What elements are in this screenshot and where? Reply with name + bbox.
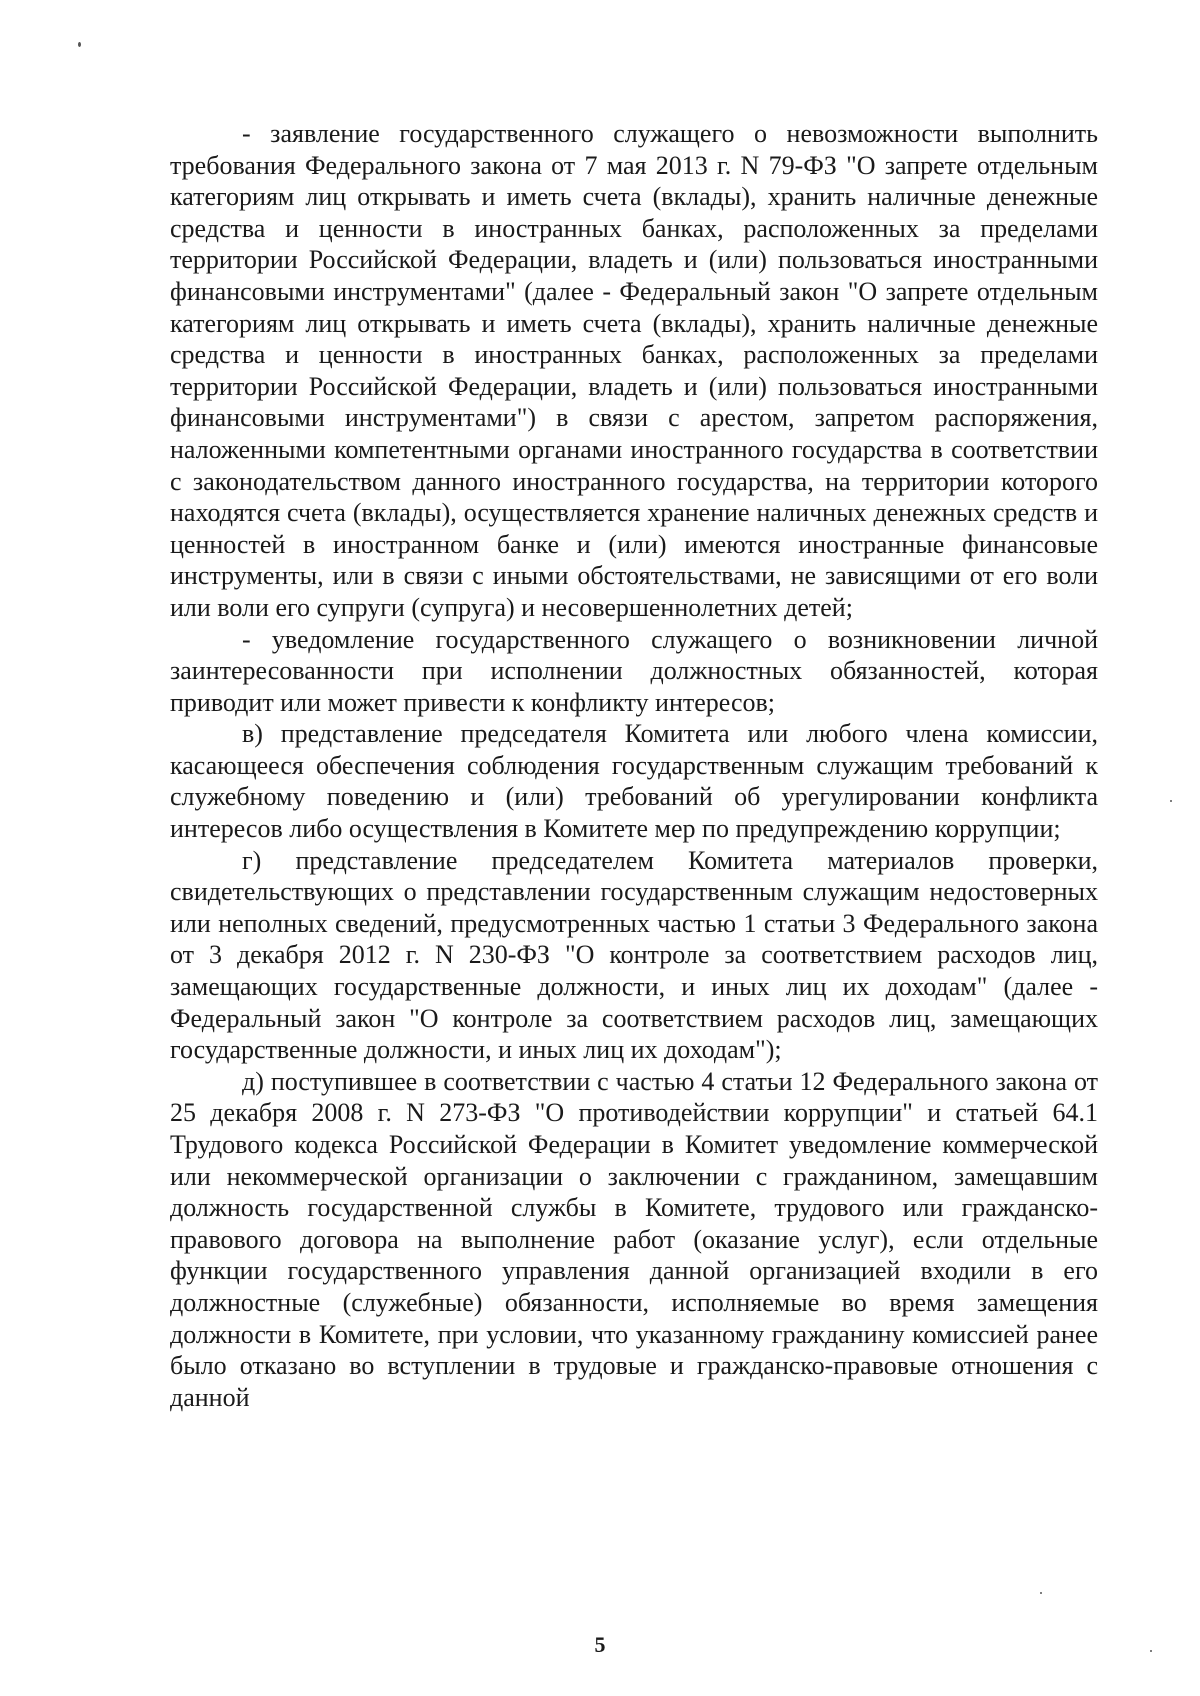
paragraph-item-v: в) представление председателя Комитета или любого члена комиссии, касающееся обеспечения соблюдения государственным служащим требований к служебному поведению и (или) требований об урегулировании конфликта интересов либо осуществления в Комитете мер по предупреждению коррупции;	[170, 719, 1098, 844]
paragraph-notification-interest: - уведомление государственного служащего о возникновении личной заинтересованности при исполнении должностных обязанностей, которая приводит или может привести к конфликту интересов;	[170, 624, 1098, 717]
paragraph-item-d: д) поступившее в соответствии с частью 4 статьи 12 Федерального закона от 25 декабря 2008 г. N 273-ФЗ "О противодействии коррупции" и статьей 64.1 Трудового кодекса Российской Федерации в Комитет уведомление коммерческой или некоммерческой организации о заключении с гражданином, замещавшим должность государственной службы в Комитете, трудового или гражданско-правового договора на выполнение работ (оказание услуг), если отдельные функции государственного управления данной организацией входили в его должностные (служебные) обязанности, исполняемые во время замещения должности в Комитете, при условии, что указанному гражданину комиссией ранее было отказано во вступлении в трудовые и гражданско-правовые отношения с данной	[170, 1066, 1098, 1412]
document-page	[170, 118, 1098, 1413]
scan-speck	[1040, 1592, 1042, 1594]
scan-speck	[78, 42, 81, 47]
page-number: 5	[594, 1632, 606, 1657]
scan-speck	[1150, 1650, 1152, 1652]
scan-speck	[1170, 800, 1172, 802]
paragraph-statement-inability: - заявление государственного служащего о невозможности выполнить требования Федерального закона от 7 мая 2013 г. N 79-ФЗ "О запрете отдельным категориям лиц открывать и иметь счета (вклады), хранить наличные денежные средства и ценности в иностранных банках, расположенных за пределами территории Российской Федерации, владеть и (или) пользоваться иностранными финансовыми инструментами" (далее - Федеральный закон "О запрете отдельным категориям лиц открывать и иметь счета (вклады), хранить наличные денежные средства и ценности в иностранных банках, расположенных за пределами территории Российской Федерации, владеть и (или) пользоваться иностранными финансовыми инструментами") в связи с арестом, запретом распоряжения, наложенными компетентными органами иностранного государства в соответствии с законодательством данного иностранного государства, на территории которого находятся счета (вклады), осуществляется хранение наличных денежных средств и ценностей в иностранном банке и (или) имеются иностранные финансовые инструменты, или в связи с иными обстоятельствами, не зависящими от его воли или воли его супруги (супруга) и несовершеннолетних детей;	[170, 119, 1098, 622]
paragraph-item-g: г) представление председателем Комитета материалов проверки, свидетельствующих о представлении государственным служащим недостоверных или неполных сведений, предусмотренных частью 1 статьи 3 Федерального закона от 3 декабря 2012 г. N 230-ФЗ "О контроле за соответствием расходов лиц, замещающих государственные должности, и иных лиц их доходам" (далее - Федеральный закон "О контроле за соответствием расходов лиц, замещающих государственные должности, и иных лиц их доходам");	[170, 845, 1098, 1065]
